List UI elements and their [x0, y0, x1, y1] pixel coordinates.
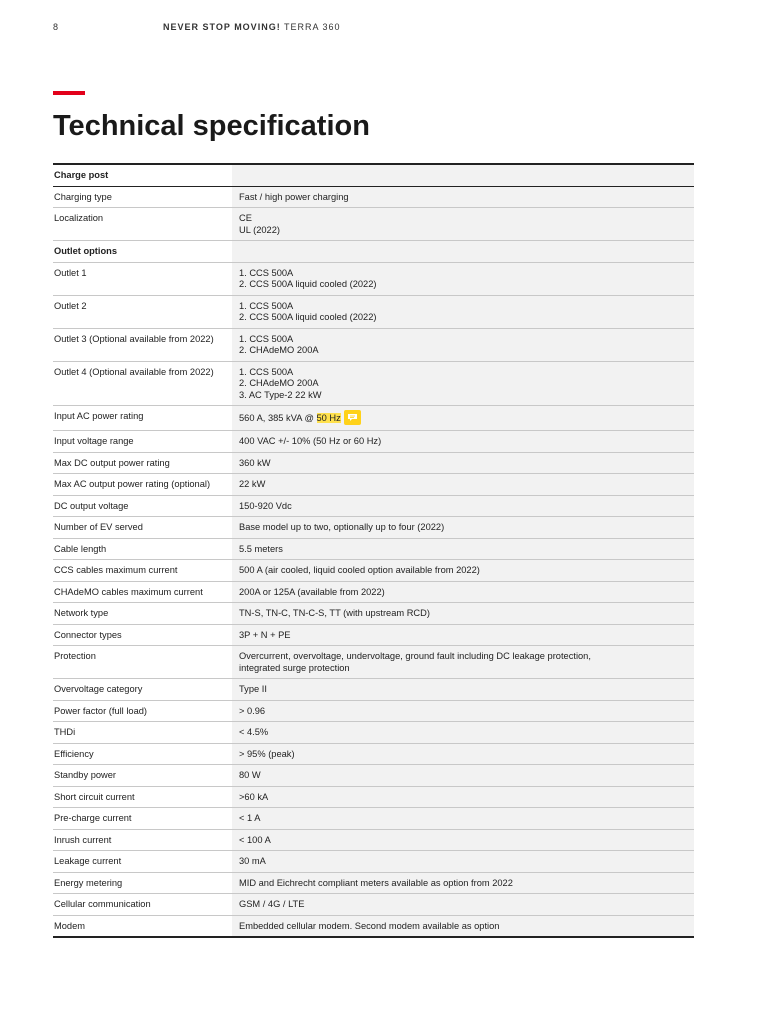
- page-number: 8: [53, 22, 60, 32]
- spec-label: Outlet 4 (Optional available from 2022): [53, 361, 232, 406]
- table-row: [53, 894, 694, 916]
- table-row: [53, 872, 694, 894]
- table-row: [53, 431, 694, 453]
- spec-value-line: MID and Eichrecht compliant meters available as option from 2022: [239, 877, 513, 888]
- spec-value: [232, 894, 694, 916]
- header-slogan: NEVER STOP MOVING!: [163, 22, 281, 32]
- spec-value: [232, 474, 694, 496]
- spec-value-line: 200A or 125A (available from 2022): [239, 586, 385, 597]
- page-title: Technical specification: [53, 110, 370, 142]
- spec-value-line: > 95% (peak): [239, 748, 295, 759]
- spec-value-line: 1. CCS 500A: [239, 267, 294, 278]
- spec-value-line: 30 mA: [239, 856, 266, 866]
- table-row: [53, 361, 694, 406]
- spec-value-line: > 0.96: [239, 705, 266, 716]
- header-product: TERRA 360: [284, 22, 341, 32]
- spec-value-line: < 100 A: [239, 834, 271, 845]
- table-row: [53, 700, 694, 722]
- spec-value-line: CE: [239, 213, 252, 223]
- spec-value-line: 150-920 Vdc: [239, 500, 292, 511]
- table-row: [53, 829, 694, 851]
- spec-label: DC output voltage: [53, 495, 232, 517]
- spec-label: Connector types: [53, 624, 232, 646]
- table-row: [53, 262, 694, 295]
- spec-value-line: 2. CCS 500A liquid cooled (2022): [239, 279, 377, 289]
- spec-label: Efficiency: [53, 743, 232, 765]
- table-row: [53, 474, 694, 496]
- spec-label: Protection: [53, 646, 232, 679]
- table-row: [53, 208, 694, 241]
- spec-value: [232, 624, 694, 646]
- spec-label: Outlet 2: [53, 295, 232, 328]
- spec-value: [232, 581, 694, 603]
- spec-value: [232, 560, 694, 582]
- spec-value-line: 360 kW: [239, 457, 271, 468]
- spec-value-line: 500 A (air cooled, liquid cooled option available from 2022): [239, 565, 480, 575]
- table-row: [53, 646, 694, 679]
- spec-value-line: < 4.5%: [239, 727, 269, 737]
- table-row: [53, 295, 694, 328]
- table-row: [53, 517, 694, 539]
- spec-value-line: 1. CCS 500A: [239, 333, 294, 344]
- spec-value: [232, 538, 694, 560]
- spec-value-line: Embedded cellular modem. Second modem available as option: [239, 920, 500, 931]
- spec-value-line: 3. AC Type-2 22 kW: [239, 389, 322, 400]
- table-row: [53, 765, 694, 787]
- spec-value: [232, 431, 694, 453]
- spec-value: [232, 743, 694, 765]
- spec-value-line: 2. CHAdeMO 200A: [239, 345, 319, 355]
- spec-label: Standby power: [53, 765, 232, 787]
- spec-value: [232, 164, 694, 186]
- spec-value-line: Type II: [239, 684, 267, 694]
- table-row: [53, 808, 694, 830]
- spec-label: Number of EV served: [53, 517, 232, 539]
- spec-label: Localization: [53, 208, 232, 241]
- spec-value: [232, 452, 694, 474]
- spec-label: Short circuit current: [53, 786, 232, 808]
- spec-value: [232, 361, 694, 406]
- spec-value-line: 2. CHAdeMO 200A: [239, 378, 319, 388]
- spec-label: Outlet 1: [53, 262, 232, 295]
- spec-value: [232, 406, 694, 431]
- table-row: [53, 581, 694, 603]
- spec-label: Overvoltage category: [53, 679, 232, 701]
- spec-label: Max DC output power rating: [53, 452, 232, 474]
- table-row: [53, 624, 694, 646]
- table-row: [53, 915, 694, 937]
- spec-value: [232, 808, 694, 830]
- spec-value-line: < 1 A: [239, 813, 261, 823]
- spec-value: [232, 700, 694, 722]
- table-row: [53, 241, 694, 263]
- spec-value: [232, 186, 694, 208]
- table-row: [53, 186, 694, 208]
- accent-bar: [53, 91, 85, 95]
- spec-value: [232, 786, 694, 808]
- spec-label: Pre-charge current: [53, 808, 232, 830]
- spec-value-line: 22 kW: [239, 479, 266, 489]
- table-row: [53, 679, 694, 701]
- table-row: [53, 495, 694, 517]
- spec-label: CHAdeMO cables maximum current: [53, 581, 232, 603]
- header-title: [163, 22, 341, 32]
- spec-value-line: 1. CCS 500A: [239, 366, 294, 377]
- spec-label: Max AC output power rating (optional): [53, 474, 232, 496]
- spec-label: THDi: [53, 722, 232, 744]
- spec-value-line: Overcurrent, overvoltage, undervoltage, ground fault including DC leakage protection,: [239, 651, 591, 661]
- spec-label: Charging type: [53, 186, 232, 208]
- spec-label: Inrush current: [53, 829, 232, 851]
- spec-value: [232, 915, 694, 937]
- table-row: [53, 328, 694, 361]
- spec-value-line: integrated surge protection: [239, 662, 350, 673]
- spec-label: Cellular communication: [53, 894, 232, 916]
- section-heading: Charge post: [53, 164, 232, 186]
- spec-label: Input AC power rating: [53, 406, 232, 431]
- spec-value: [232, 765, 694, 787]
- spec-value: [232, 722, 694, 744]
- spec-value-line: >60 kA: [239, 791, 269, 802]
- spec-value: [232, 495, 694, 517]
- spec-value: [232, 851, 694, 873]
- spec-value-line: 5.5 meters: [239, 543, 283, 554]
- spec-value: [232, 603, 694, 625]
- highlighted-text[interactable]: 50 Hz: [316, 412, 341, 423]
- spec-value-line: GSM / 4G / LTE: [239, 899, 305, 909]
- spec-value: [232, 241, 694, 263]
- spec-value-line: UL (2022): [239, 224, 280, 235]
- table-row: [53, 406, 694, 431]
- spec-table-body: [53, 164, 694, 937]
- spec-value: [232, 208, 694, 241]
- comment-icon[interactable]: [344, 410, 361, 425]
- spec-value-line: Base model up to two, optionally up to four (2022): [239, 522, 445, 532]
- spec-value-line: 1. CCS 500A: [239, 300, 294, 311]
- spec-label: Cable length: [53, 538, 232, 560]
- spec-label: CCS cables maximum current: [53, 560, 232, 582]
- spec-label: Network type: [53, 603, 232, 625]
- table-row: [53, 164, 694, 186]
- table-row: [53, 722, 694, 744]
- table-row: [53, 786, 694, 808]
- spec-value-line: 3P + N + PE: [239, 629, 291, 640]
- spec-label: Leakage current: [53, 851, 232, 873]
- spec-label: Power factor (full load): [53, 700, 232, 722]
- table-row: [53, 560, 694, 582]
- table-row: [53, 743, 694, 765]
- spec-value-text: 560 A, 385 kVA @: [239, 412, 317, 423]
- spec-value: [232, 517, 694, 539]
- spec-value: [232, 872, 694, 894]
- spec-table: [53, 163, 694, 938]
- spec-value: [232, 646, 694, 679]
- spec-value-line: 2. CCS 500A liquid cooled (2022): [239, 312, 377, 322]
- spec-value-line: 80 W: [239, 770, 261, 780]
- table-row: [53, 538, 694, 560]
- section-heading: Outlet options: [53, 241, 232, 263]
- spec-label: Modem: [53, 915, 232, 937]
- spec-value: [232, 328, 694, 361]
- spec-label: Input voltage range: [53, 431, 232, 453]
- spec-label: Energy metering: [53, 872, 232, 894]
- spec-value-line: Fast / high power charging: [239, 191, 349, 202]
- spec-value: [232, 829, 694, 851]
- spec-value-line: 400 VAC +/- 10% (50 Hz or 60 Hz): [239, 436, 382, 446]
- spec-value: [232, 295, 694, 328]
- spec-value: [232, 262, 694, 295]
- spec-value-line: TN-S, TN-C, TN-C-S, TT (with upstream RCD): [239, 608, 430, 618]
- spec-label: Outlet 3 (Optional available from 2022): [53, 328, 232, 361]
- table-row: [53, 452, 694, 474]
- spec-value: [232, 679, 694, 701]
- table-row: [53, 851, 694, 873]
- table-row: [53, 603, 694, 625]
